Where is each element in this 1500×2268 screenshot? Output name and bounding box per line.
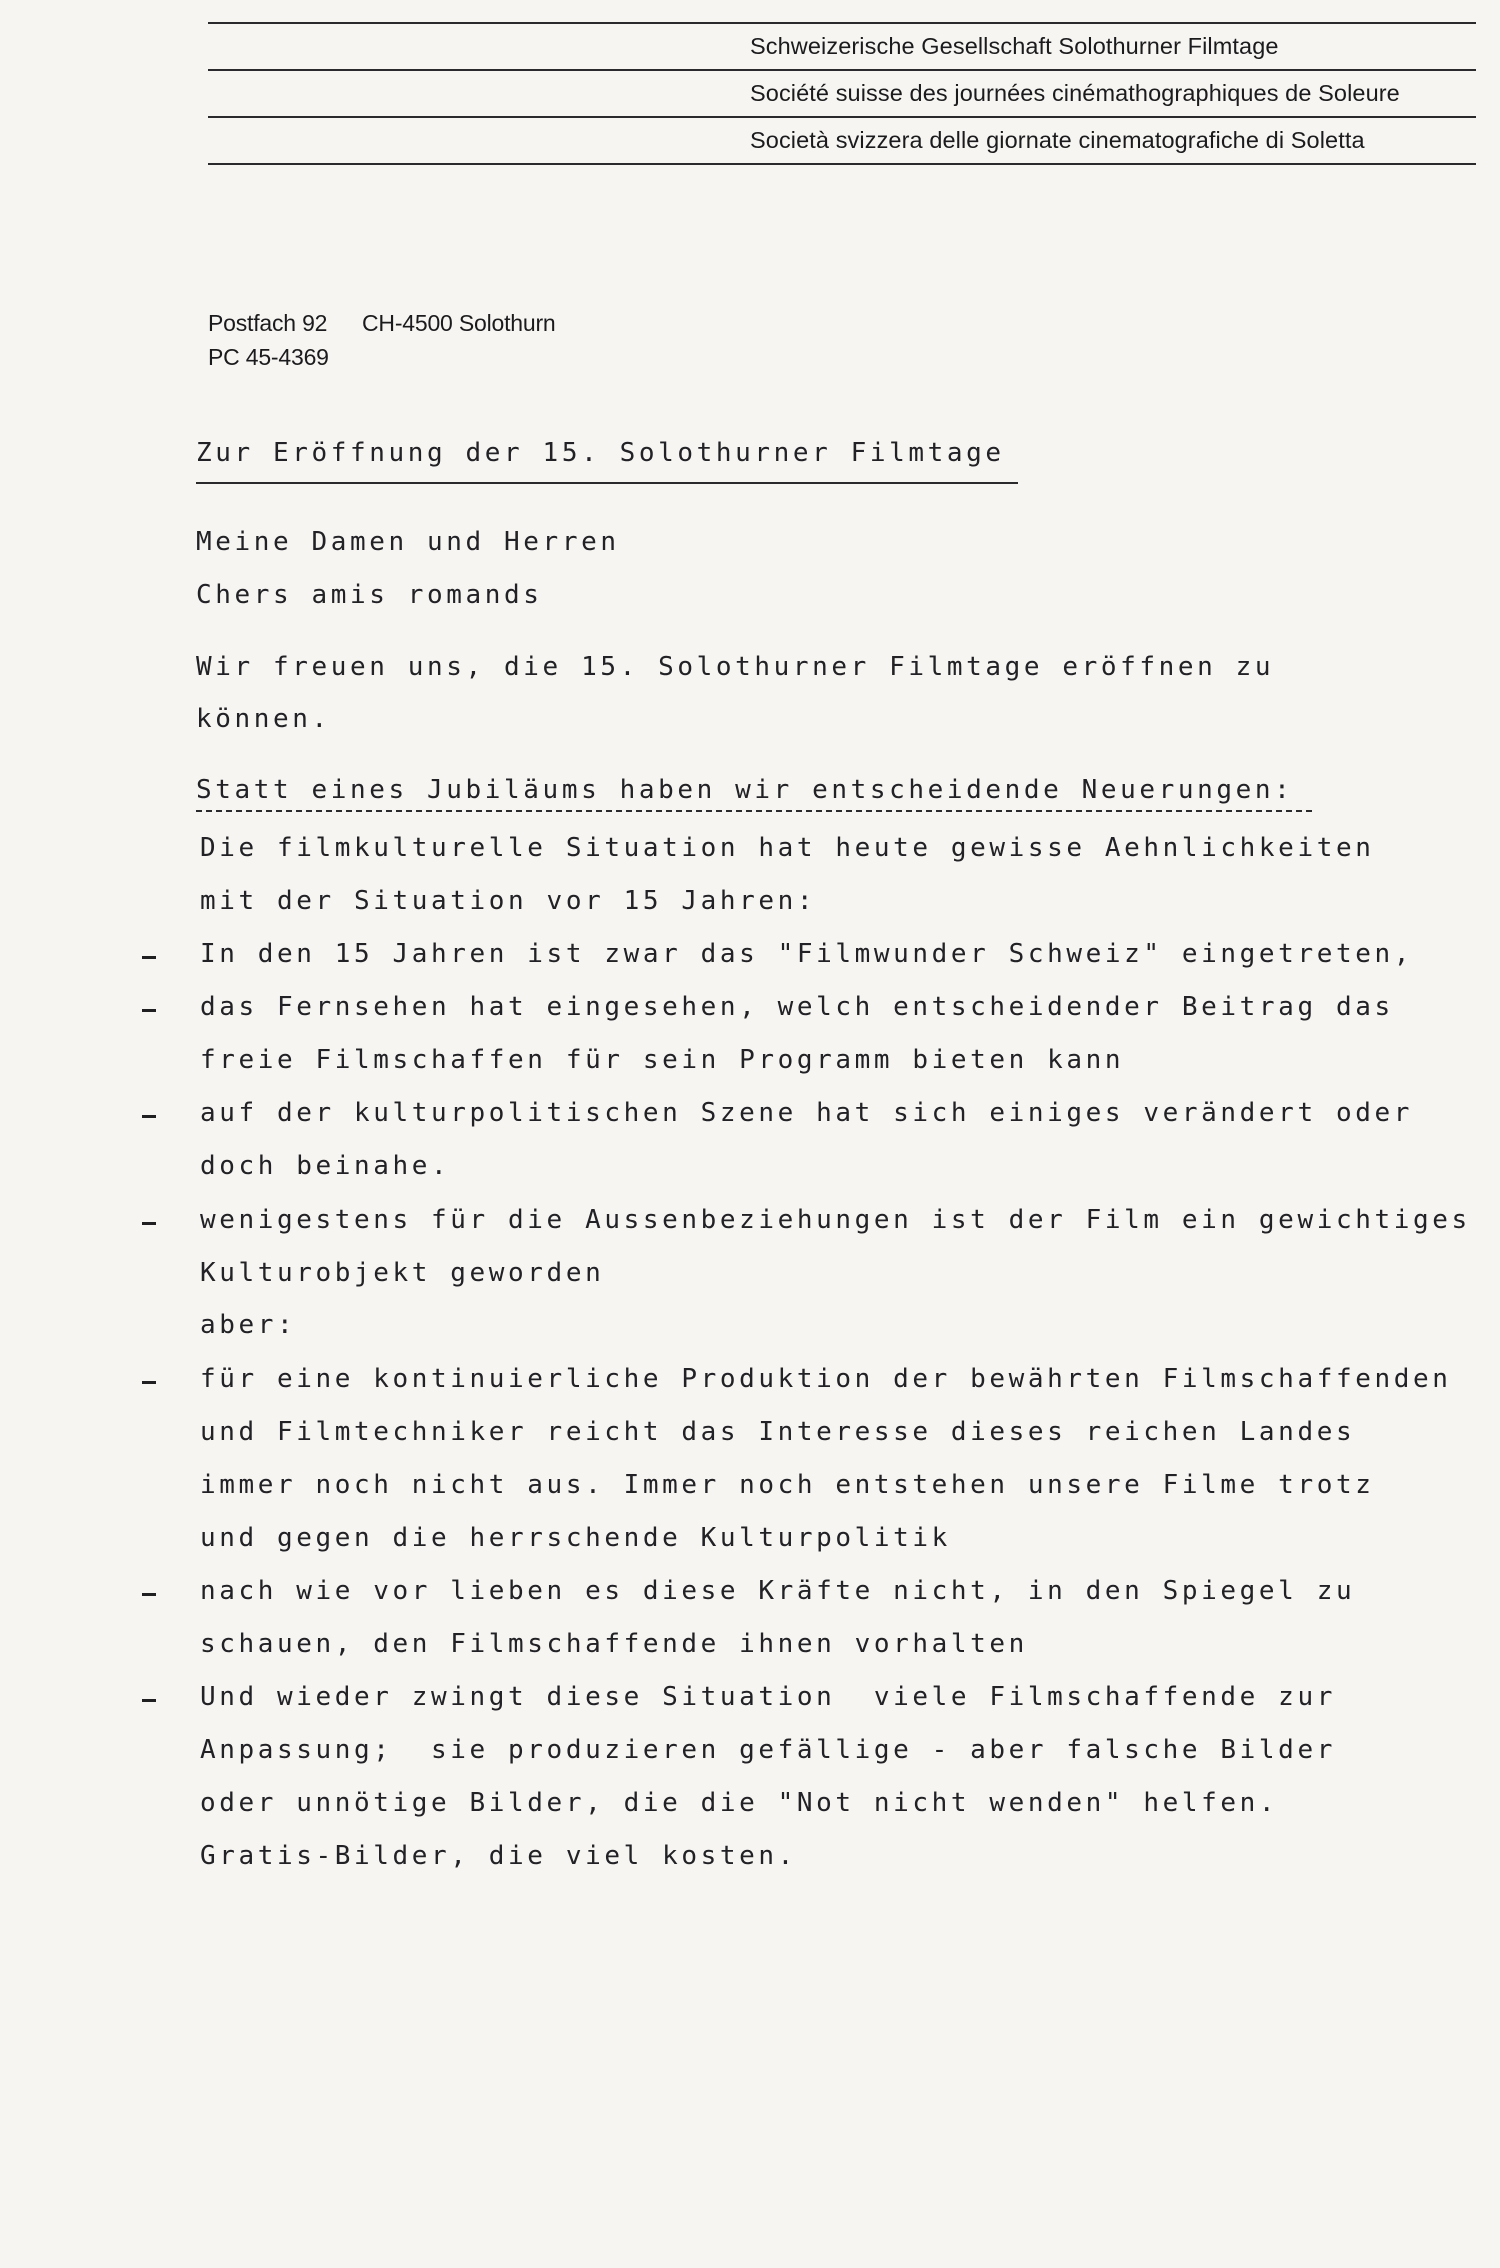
greeting-line: Chers amis romands	[196, 580, 543, 610]
bullet-line: Anpassung; sie produzieren gefällige - aber falsche Bilder	[200, 1735, 1336, 1765]
letterhead-line-de: Schweizerische Gesellschaft Solothurner Filmtage	[750, 33, 1279, 59]
body-line: mit der Situation vor 15 Jahren:	[200, 886, 817, 916]
bullet-line: das Fernsehen hat eingesehen, welch entscheidender Beitrag das	[200, 992, 1394, 1022]
title-underline	[196, 482, 1018, 484]
bullet-line: Gratis-Bilder, die viel kosten.	[200, 1841, 797, 1871]
bullet-dash	[142, 1115, 156, 1118]
bullet-dash	[142, 956, 156, 959]
bullet-line: nach wie vor lieben es diese Kräfte nicht, in den Spiegel zu	[200, 1576, 1356, 1606]
bullet-line: schauen, den Filmschaffende ihnen vorhalten	[200, 1629, 1028, 1659]
bullet-dash	[142, 1699, 156, 1702]
address-city: CH-4500 Solothurn	[362, 310, 556, 336]
bullet-line: und gegen die herrschende Kulturpolitik	[200, 1523, 951, 1553]
body-line: Die filmkulturelle Situation hat heute gewisse Aehnlichkeiten	[200, 833, 1375, 863]
bullet-line: In den 15 Jahren ist zwar das "Filmwunder Schweiz" eingetreten,	[200, 939, 1413, 969]
bullet-line: für eine kontinuierliche Produktion der bewährten Filmschaffenden	[200, 1364, 1452, 1394]
speech-title: Zur Eröffnung der 15. Solothurner Filmtage	[196, 438, 1005, 468]
bullet-dash	[142, 1222, 156, 1225]
bullet-line: und Filmtechniker reicht das Interesse dieses reichen Landes	[200, 1417, 1356, 1447]
bullet-line: aber:	[200, 1310, 297, 1340]
bullet-line: freie Filmschaffen für sein Programm bieten kann	[200, 1045, 1125, 1075]
heading-underline	[196, 810, 1312, 812]
bullet-line: wenigestens für die Aussenbeziehungen ist der Film ein gewichtiges	[200, 1205, 1471, 1235]
bullet-dash	[142, 1009, 156, 1012]
bullet-line: immer noch nicht aus. Immer noch entstehen unsere Filme trotz	[200, 1470, 1375, 1500]
sender-address	[208, 306, 556, 374]
letterhead-rule	[208, 163, 1476, 165]
intro-line: Wir freuen uns, die 15. Solothurner Filmtage eröffnen zu	[196, 652, 1275, 682]
bullet-line: oder unnötige Bilder, die die "Not nicht wenden" helfen.	[200, 1788, 1279, 1818]
greeting-line: Meine Damen und Herren	[196, 527, 620, 557]
intro-line: können.	[196, 704, 331, 734]
address-postfach: Postfach 92	[208, 310, 328, 336]
section-heading: Statt eines Jubiläums haben wir entscheidende Neuerungen:	[196, 775, 1294, 805]
bullet-dash	[142, 1381, 156, 1384]
bullet-line: Kulturobjekt geworden	[200, 1258, 605, 1288]
letterhead-line-it: Società svizzera delle giornate cinematografiche di Soletta	[750, 127, 1365, 153]
address-postal-account: PC 45-4369	[208, 344, 329, 370]
bullet-line: doch beinahe.	[200, 1151, 451, 1181]
letterhead-line-fr: Société suisse des journées cinémathographiques de Soleure	[750, 80, 1400, 106]
letterhead	[208, 22, 1476, 165]
bullet-dash	[142, 1593, 156, 1596]
bullet-line: Und wieder zwingt diese Situation viele Filmschaffende zur	[200, 1682, 1336, 1712]
bullet-line: auf der kulturpolitischen Szene hat sich einiges verändert oder	[200, 1098, 1413, 1128]
